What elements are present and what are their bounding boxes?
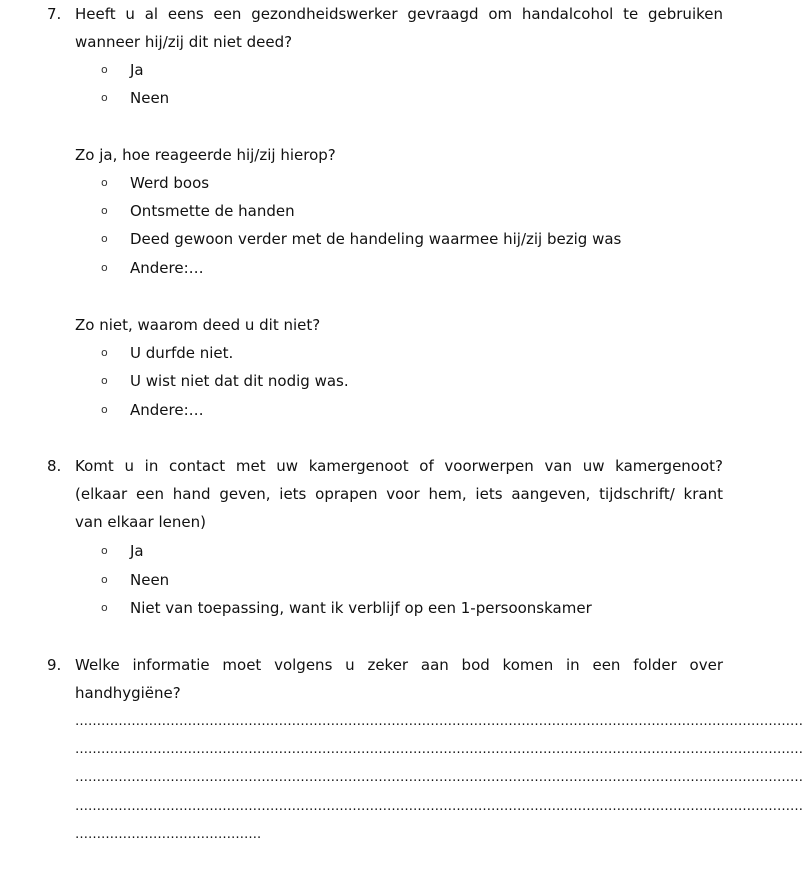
radio-bullet-icon[interactable]: o	[101, 346, 108, 359]
question-9-text-line-1: Welke informatie moet volgens u zeker aan bod komen in een folder over	[75, 656, 723, 674]
option-label: Ja	[130, 61, 144, 79]
option-label: Ja	[130, 542, 144, 560]
question-7-text-line-2: wanneer hij/zij dit niet deed?	[75, 33, 293, 51]
option-label: U durfde niet.	[130, 344, 234, 362]
option-label: Neen	[130, 571, 170, 589]
radio-bullet-icon[interactable]: o	[101, 261, 108, 274]
q7-yes-option-4[interactable]	[0, 254, 750, 282]
radio-bullet-icon[interactable]: o	[101, 91, 108, 104]
question-8-text-line-2: (elkaar een hand geven, iets oprapen voor hem, iets aangeven, tijdschrift/ krant	[75, 485, 723, 503]
question-8-text-line-1: Komt u in contact met uw kamergenoot of voorwerpen van uw kamergenoot?	[75, 457, 723, 475]
answer-line[interactable]: ……………………………………………………………………………………………………………………………………………………	[75, 770, 803, 785]
q7-yes-option-3[interactable]	[0, 225, 750, 253]
q8-option-neen[interactable]	[0, 566, 750, 594]
question-7-number: 7.	[47, 5, 62, 23]
answer-line[interactable]: ……………………………………………………………………………………………………………………………………………………	[75, 714, 803, 729]
q7-no-option-2[interactable]	[0, 367, 750, 395]
radio-bullet-icon[interactable]: o	[101, 204, 108, 217]
answer-line[interactable]: …………………………………….	[75, 827, 262, 842]
radio-bullet-icon[interactable]: o	[101, 403, 108, 416]
question-7-text	[75, 0, 723, 56]
q7-no-option-1[interactable]	[0, 339, 750, 367]
answer-line[interactable]: ……………………………………………………………………………………………………………………………………………………	[75, 799, 803, 814]
option-label: Werd boos	[130, 174, 210, 192]
option-label: Neen	[130, 89, 170, 107]
option-label: Ontsmette de handen	[130, 202, 295, 220]
q7-yes-option-2[interactable]	[0, 197, 750, 225]
radio-bullet-icon[interactable]: o	[101, 573, 108, 586]
option-label: Andere:…	[130, 401, 204, 419]
question-8-text	[75, 452, 723, 536]
q7-followup-yes-label: Zo ja, hoe reageerde hij/zij hierop?	[75, 146, 336, 164]
option-label: Niet van toepassing, want ik verblijf op een 1-persoonskamer	[130, 599, 592, 617]
question-9-text	[75, 651, 723, 707]
radio-bullet-icon[interactable]: o	[101, 176, 108, 189]
question-8-text-line-3: van elkaar lenen)	[75, 513, 206, 531]
q8-option-ja[interactable]	[0, 537, 750, 565]
q8-option-niet-van-toepassing[interactable]	[0, 594, 750, 622]
q7-no-option-3[interactable]	[0, 396, 750, 424]
answer-line[interactable]: ……………………………………………………………………………………………………………………………………………………	[75, 742, 803, 757]
q7-yes-option-1[interactable]	[0, 169, 750, 197]
radio-bullet-icon[interactable]: o	[101, 63, 108, 76]
radio-bullet-icon[interactable]: o	[101, 544, 108, 557]
option-label: U wist niet dat dit nodig was.	[130, 372, 349, 390]
radio-bullet-icon[interactable]: o	[101, 232, 108, 245]
radio-bullet-icon[interactable]: o	[101, 601, 108, 614]
question-9-text-line-2: handhygiëne?	[75, 684, 181, 702]
question-9-number: 9.	[47, 656, 62, 674]
option-label: Deed gewoon verder met de handeling waarmee hij/zij bezig was	[130, 230, 622, 248]
q7-option-ja[interactable]	[0, 56, 750, 84]
question-7-text-line-1: Heeft u al eens een gezondheidswerker gevraagd om handalcohol te gebruiken	[75, 5, 723, 23]
q7-followup-no-label: Zo niet, waarom deed u dit niet?	[75, 316, 321, 334]
option-label: Andere:…	[130, 259, 204, 277]
radio-bullet-icon[interactable]: o	[101, 374, 108, 387]
q7-option-neen[interactable]	[0, 84, 750, 112]
question-8-number: 8.	[47, 457, 62, 475]
